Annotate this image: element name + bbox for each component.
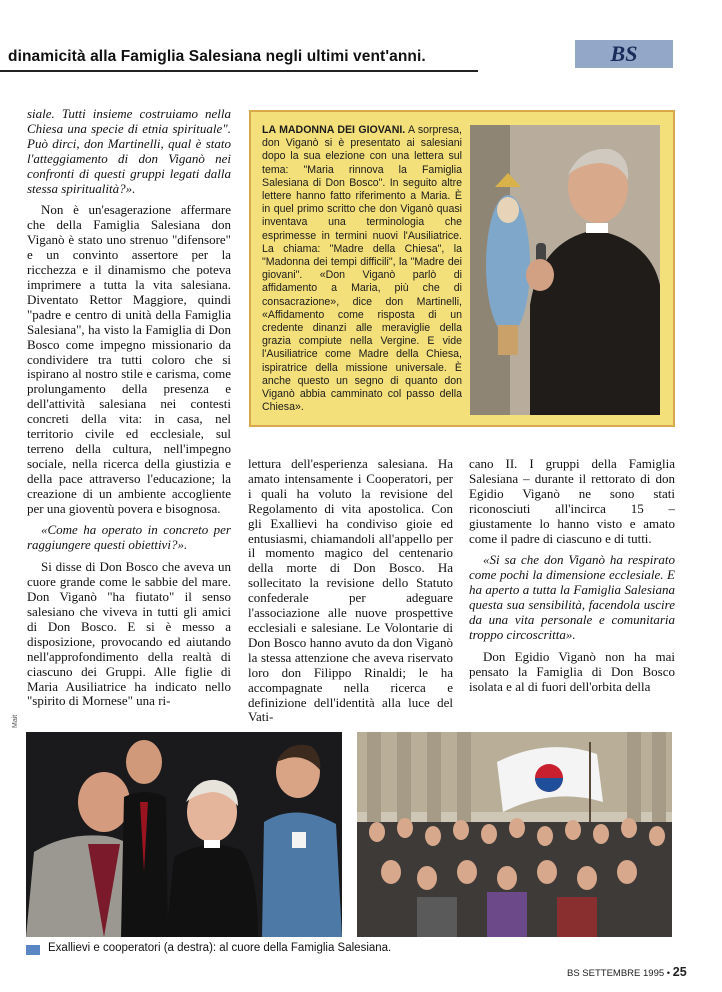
paragraph: Don Egidio Viganò non ha mai pensato la Famiglia di Don Bosco isolata e al di fuori dell'orbita della bbox=[469, 648, 675, 694]
question: «Si sa che don Viganò ha respirato come pochi la dimensione ecclesiale. E ha aperto a tutta la Famiglia Salesiana questa sua sensibilità, facendola uscire da una vita personale e comunitaria troppo circoscritta». bbox=[469, 552, 675, 642]
page-number: 25 bbox=[672, 965, 687, 979]
paragraph: lettura dell'esperienza salesiana. Ha amato intensamente i Cooperatori, per i quali ha voluto la revisione del Regolamento di vita apostolica. Con gli Exallievi ha condiviso gioie ed entusiasmi, chiamandoli all'appello per il momento magico del centenario della morte di Don Bosco. Ha sollecitato la revisione dello Statuto confederale per adeguare l'associazione alle nuove prospettive ecclesiali e salesiane. Le Volontarie di Don Bosco hanno avuto da don Viganò la stessa attenzione che aveva riservato loro don Filippo Rinaldi; le ha accompagnate nella ricerca e definizione dell'identità alla luce del Vati- bbox=[248, 456, 453, 725]
crowd-photo-illustration bbox=[357, 732, 672, 937]
photo-credit: Mait bbox=[12, 714, 19, 728]
paragraph: cano II. I gruppi della Famiglia Salesiana – durante il rettorato di don Egidio Viganò ne sono stati riconosciuti all'incirca 15 – giustamente lo hanno visto e amato come il padre di ciascuno e di tutti. bbox=[469, 456, 675, 546]
sidebar-heading: LA MADONNA DEI GIOVANI. bbox=[262, 124, 406, 136]
bs-logo: BS bbox=[575, 40, 673, 68]
sidebar-text bbox=[262, 124, 462, 414]
column-right bbox=[469, 457, 675, 702]
paragraph: siale. Tutti insieme costruiamo nella Chiesa una specie di etnia spirituale". Può dirci, don Martinelli, qual è stato l'atteggiamento di don Viganò nei confronti di questi gruppi legati dalla stessa spiritualità?». bbox=[27, 106, 231, 196]
page-footer bbox=[567, 965, 687, 979]
portrait-photo bbox=[470, 125, 660, 415]
photo-caption: Exallievi e cooperatori (a destra): al cuore della Famiglia Salesiana. bbox=[48, 942, 392, 954]
sidebar-body: A sorpresa, don Viganò si è presentato ai salesiani dopo la sua elezione con una lettera sul tema: "Maria rinnova la Famiglia Salesiana di Don Bosco". In seguito altre lettere hanno fatto riferimento a Maria. È in quel primo scritto che don Viganò quasi inventava una terminologia che esprimesse in termini nuovi l'Ausiliatrice. La chiama: "Madre della Chiesa", la "Madonna dei tempi difficili", la "Madre dei giovani". «Don Viganò parlò di affidamento a Maria, più che di consacrazione», dice don Martinelli, «Affidamento come risposta di un credente dinanzi alle meraviglie della grazia compiute nella Vergine. E vide l'Ausiliatrice come Madre della Chiesa, ispiratrice della missione universale. È anche questo un segno di quanto don Viganò abbia camminato col passo della Chiesa». bbox=[262, 124, 462, 414]
footer-label: BS SETTEMBRE 1995 • bbox=[567, 968, 671, 979]
portrait-illustration bbox=[470, 125, 660, 415]
column-left bbox=[27, 107, 231, 716]
caption-marker bbox=[26, 945, 40, 955]
paragraph: Si disse di Don Bosco che aveva un cuore grande come le sabbie del mare. Don Viganò "ha fiutato" il senso salesiano che viveva in tutti gli amici di Don Bosco. E si è messo a disposizione, provocando ed aiutando nell'approfondimento della realtà di ciascuno dei Gruppi. Alle figlie di Maria Ausiliatrice ha indicato nello "spirito di Mornese" una ri- bbox=[27, 559, 231, 709]
headline-rule bbox=[0, 70, 478, 72]
photo-exallievi bbox=[26, 732, 342, 937]
group-photo-illustration bbox=[26, 732, 342, 937]
page-headline: dinamicità alla Famiglia Salesiana negli ultimi vent'anni. bbox=[8, 48, 426, 65]
photo-cooperatori bbox=[357, 732, 672, 937]
paragraph: Non è un'esagerazione affermare che della Famiglia Salesiana don Viganò è stato uno strenuo "difensore" e un convinto assertore per la ricchezza e il dinamismo che poteva imprimere a tutta la vita salesiana. Diventato Rettor Maggiore, quindi "padre e centro di unità della Famiglia Salesiana", ha visto la Famiglia di Don Bosco come impegno missionario da condividere tra tutti coloro che si ispirano al nostro stile e carisma, come prolungamento della presenza e dell'attività salesiana nei contesti concreti della vita: in casa, nel territorio civile ed ecclesiale, sul terreno della cultura, nell'impegno sociale, nella ricerca della giustizia e della pace attraverso l'educazione; la creazione di un ambiente accogliente per una gioventù povera e bisognosa. bbox=[27, 202, 231, 516]
question: «Come ha operato in concreto per raggiungere questi obiettivi?». bbox=[27, 522, 231, 553]
column-middle bbox=[248, 457, 453, 732]
